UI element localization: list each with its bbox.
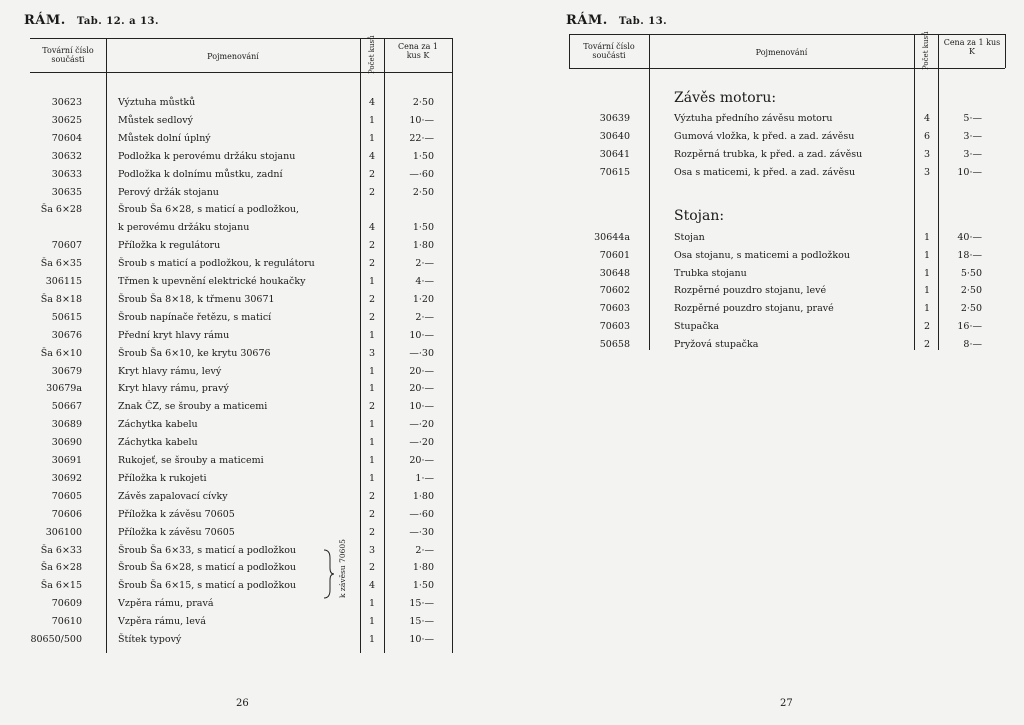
part-price: 1·80 [412, 490, 434, 502]
table-row [0, 291, 512, 308]
part-count: 2 [368, 186, 376, 198]
part-price: —·30 [409, 347, 434, 359]
factory-number: 30639 [599, 113, 630, 124]
part-name: Kryt hlavy rámu, levý [118, 365, 222, 377]
table-row [0, 398, 512, 415]
factory-number: 70610 [51, 616, 82, 628]
table-row [0, 327, 512, 344]
table-row [0, 148, 512, 165]
factory-number: 306115 [45, 276, 82, 287]
part-count: 1 [923, 249, 931, 261]
factory-number: Ša 6×15 [40, 580, 82, 592]
part-name: Stojan [674, 232, 705, 243]
part-count: 1 [368, 472, 376, 484]
part-price: 10·— [409, 329, 434, 341]
part-price: 20·— [409, 383, 434, 395]
brace-icon [322, 548, 336, 600]
part-name: Rozpěrné pouzdro stojanu, levé [674, 285, 827, 297]
part-count: 4 [368, 150, 376, 162]
factory-number: Ša 6×35 [40, 258, 82, 270]
brace-label: k závěsu 70605 [338, 539, 347, 598]
part-price: 2·— [415, 544, 434, 556]
factory-number: 70609 [51, 598, 82, 610]
part-name: Rukojeť, se šrouby a maticemi [118, 455, 264, 466]
part-price: 1·50 [412, 580, 434, 592]
part-count: 1 [923, 303, 931, 315]
factory-number: 70603 [599, 321, 630, 332]
part-count: 2 [368, 490, 376, 502]
table-row [0, 380, 512, 397]
part-name: Výztuha předního závěsu motoru [674, 113, 833, 124]
part-price: 10·— [409, 401, 434, 413]
table-row [0, 506, 512, 523]
part-price: 2·— [415, 311, 434, 323]
part-price: 2·50 [412, 97, 434, 108]
part-count: 2 [368, 526, 376, 538]
table-header-rule [30, 72, 452, 73]
part-price: 2·— [415, 258, 434, 270]
part-price: 8·— [963, 338, 982, 350]
table-row [0, 488, 512, 505]
table-row [0, 201, 512, 218]
part-name: Výztuha můstků [118, 97, 196, 108]
page-number: 27 [780, 698, 793, 709]
part-count: 1 [368, 114, 376, 126]
part-name: Znak ČZ, se šrouby a maticemi [118, 401, 268, 413]
heading-tab: Tab. 13. [618, 16, 668, 27]
factory-number: 30635 [51, 186, 82, 198]
factory-number: 80650/500 [30, 634, 82, 645]
part-count: 2 [368, 401, 376, 413]
part-count: 1 [368, 598, 376, 610]
page-number: 26 [236, 698, 249, 709]
part-count: 1 [923, 267, 931, 279]
part-name: Přední kryt hlavy rámu [118, 329, 230, 341]
factory-number: 30679a [46, 383, 82, 395]
part-price: 1·80 [412, 562, 434, 574]
part-price: 22·— [409, 132, 434, 144]
part-count: 2 [923, 321, 931, 332]
table-row [0, 112, 512, 129]
factory-number: 50667 [51, 401, 82, 413]
part-count: 2 [923, 338, 931, 350]
factory-number: 70602 [599, 285, 630, 297]
table-row [0, 434, 512, 451]
table-row [512, 146, 1024, 163]
table-row [0, 470, 512, 487]
part-price: 15·— [409, 598, 434, 610]
part-name: Štítek typový [118, 634, 182, 645]
factory-number: 30648 [599, 267, 630, 279]
section-title-engine-mount: Závěs motoru: [674, 90, 777, 106]
part-count: 1 [368, 419, 376, 431]
part-name: Trubka stojanu [674, 267, 747, 279]
part-price: —·60 [409, 508, 434, 520]
part-name: Osa stojanu, s maticemi a podložkou [674, 249, 851, 261]
table-row [0, 94, 512, 111]
heading-title: RÁM. [566, 13, 608, 28]
part-name: Rozpěrné pouzdro stojanu, pravé [674, 303, 834, 315]
factory-number: 70607 [51, 240, 82, 252]
part-price: —·20 [409, 437, 434, 449]
table-row [512, 247, 1024, 264]
factory-number: 30633 [51, 168, 82, 180]
part-name: Vzpěra rámu, levá [118, 616, 206, 628]
part-name: Záchytka kabelu [118, 437, 198, 449]
part-price: 5·50 [960, 267, 982, 279]
part-name: Kryt hlavy rámu, pravý [118, 383, 229, 395]
table-row [0, 345, 512, 362]
factory-number: 30641 [599, 149, 630, 160]
part-name: Příložka k regulátoru [118, 240, 221, 252]
table-row [0, 237, 512, 254]
part-count: 2 [368, 508, 376, 520]
part-name: Šroub Ša 6×28, s maticí a podložkou, [118, 204, 300, 216]
table-row [0, 255, 512, 272]
table-row [512, 318, 1024, 335]
right-page [512, 0, 1024, 725]
page-heading [24, 13, 159, 28]
part-price: —·30 [409, 526, 434, 538]
factory-number: Ša 6×28 [40, 562, 82, 574]
part-name: Perový držák stojanu [118, 186, 219, 198]
part-price: 2·50 [960, 303, 982, 315]
part-name: Vzpěra rámu, pravá [118, 598, 214, 610]
header-price: Cena za 1 kus K [398, 42, 438, 60]
part-name: Stupačka [674, 321, 719, 332]
factory-number: Ša 6×33 [40, 544, 82, 556]
part-count: 1 [368, 437, 376, 449]
part-name: Rozpěrná trubka, k před. a zad. závěsu [674, 149, 863, 160]
factory-number: 70604 [51, 132, 82, 144]
factory-number: 30623 [51, 97, 82, 108]
part-name: Šroub Ša 6×10, ke krytu 30676 [118, 347, 271, 359]
part-count: 1 [923, 285, 931, 297]
table-row [0, 631, 512, 648]
table-row [0, 559, 512, 576]
part-price: 18·— [957, 249, 982, 261]
part-name: Šroub Ša 6×15, s maticí a podložkou [118, 580, 297, 592]
part-name: Záchytka kabelu [118, 419, 198, 431]
table-row [512, 300, 1024, 317]
part-name: Šroub Ša 6×33, s maticí a podložkou [118, 544, 297, 556]
factory-number: 70606 [51, 508, 82, 520]
table-row [512, 128, 1024, 145]
header-factory-no: Tovární číslo součásti [42, 46, 94, 64]
table-row [0, 542, 512, 559]
part-count: 6 [923, 131, 931, 142]
part-name: Třmen k upevnění elektrické houkačky [118, 276, 306, 287]
part-price: 10·— [957, 167, 982, 178]
table-row [0, 184, 512, 201]
part-price: —·60 [409, 168, 434, 180]
header-count: Počet kusů [368, 35, 376, 74]
factory-number: 30644a [594, 232, 630, 243]
part-name: Podložka k perovému držáku stojanu [118, 150, 296, 162]
part-count: 3 [923, 167, 931, 178]
part-count: 1 [368, 365, 376, 377]
table-row [512, 164, 1024, 181]
part-name: Příložka k rukojeti [118, 472, 207, 484]
col-divider-4 [1005, 34, 1006, 68]
part-name: Šroub Ša 6×28, s maticí a podložkou [118, 562, 297, 574]
part-price: 20·— [409, 455, 434, 466]
part-name: Šroub s maticí a podložkou, k regulátoru [118, 258, 315, 270]
part-price: 2·50 [960, 285, 982, 297]
part-count: 3 [368, 347, 376, 359]
table-row [0, 595, 512, 612]
part-price: 3·— [963, 131, 982, 142]
header-name: Pojmenování [207, 52, 259, 61]
factory-number: 30692 [51, 472, 82, 484]
part-name: Závěs zapalovací cívky [118, 490, 228, 502]
header-factory-no: Tovární číslo součásti [583, 42, 635, 60]
part-name: Podložka k dolnímu můstku, zadní [118, 168, 283, 180]
table-row [512, 282, 1024, 299]
table-row [0, 309, 512, 326]
part-name: Můstek dolní úplný [118, 132, 211, 144]
factory-number: 70615 [599, 167, 630, 178]
factory-number: 30640 [599, 131, 630, 142]
factory-number: 30625 [51, 114, 82, 126]
table-row [0, 613, 512, 630]
factory-number: Ša 8×18 [40, 293, 82, 305]
part-price: 4·— [415, 276, 434, 287]
part-price: 5·— [963, 113, 982, 124]
table-row [512, 265, 1024, 282]
factory-number: 306100 [45, 526, 82, 538]
part-price: 20·— [409, 365, 434, 377]
part-count: 1 [368, 383, 376, 395]
col-divider-0 [569, 34, 570, 68]
factory-number: 70605 [51, 490, 82, 502]
part-name: Osa s maticemi, k před. a zad. závěsu [674, 167, 856, 178]
part-name: k perovému držáku stojanu [118, 222, 250, 234]
part-price: 1·20 [412, 293, 434, 305]
part-price: 16·— [957, 321, 982, 332]
heading-tab: Tab. 12. a 13. [76, 16, 159, 27]
part-count: 3 [923, 149, 931, 160]
part-price: 3·— [963, 149, 982, 160]
part-count: 2 [368, 258, 376, 270]
header-price: Cena za 1 kus K [943, 38, 1001, 56]
part-price: 2·50 [412, 186, 434, 198]
part-count: 2 [368, 562, 376, 574]
factory-number: 30690 [51, 437, 82, 449]
part-count: 1 [368, 132, 376, 144]
part-name: Příložka k závěsu 70605 [118, 508, 235, 520]
part-count: 2 [368, 293, 376, 305]
part-name: Gumová vložka, k před. a zad. závěsu [674, 131, 855, 142]
part-price: 10·— [409, 114, 434, 126]
table-row [0, 524, 512, 541]
heading-title: RÁM. [24, 13, 66, 28]
factory-number: 70601 [599, 249, 630, 261]
table-row [512, 229, 1024, 246]
factory-number: 30691 [51, 455, 82, 466]
table-row [0, 130, 512, 147]
part-count: 2 [368, 168, 376, 180]
part-count: 4 [368, 222, 376, 234]
factory-number: 50658 [599, 338, 630, 350]
part-price: 1·50 [412, 150, 434, 162]
factory-number: Ša 6×28 [40, 204, 82, 216]
part-price: 1·80 [412, 240, 434, 252]
part-count: 1 [923, 232, 931, 243]
factory-number: 30632 [51, 150, 82, 162]
part-price: 10·— [409, 634, 434, 645]
part-name: Můstek sedlový [118, 114, 194, 126]
table-row [0, 166, 512, 183]
table-row [0, 452, 512, 469]
part-price: —·20 [409, 419, 434, 431]
factory-number: Ša 6×10 [40, 347, 82, 359]
table-row [512, 110, 1024, 127]
header-count: Počet kusů [922, 31, 930, 70]
table-row [0, 273, 512, 290]
factory-number: 30679 [51, 365, 82, 377]
part-name: Šroub napínače řetězu, s maticí [118, 311, 272, 323]
part-count: 3 [368, 544, 376, 556]
header-name: Pojmenování [755, 48, 808, 57]
part-count: 4 [923, 113, 931, 124]
factory-number: 30689 [51, 419, 82, 431]
part-count: 1 [368, 455, 376, 466]
factory-number: 70603 [599, 303, 630, 315]
factory-number: 50615 [51, 311, 82, 323]
section-title-stand: Stojan: [674, 208, 725, 224]
table-row [0, 577, 512, 594]
part-name: Pryžová stupačka [674, 338, 759, 350]
part-count: 1 [368, 634, 376, 645]
part-count: 1 [368, 276, 376, 287]
part-price: 1·50 [412, 222, 434, 234]
table-top-rule [30, 38, 452, 39]
page-heading [566, 13, 667, 28]
table-row [0, 219, 512, 236]
part-name: Šroub Ša 8×18, k třmenu 30671 [118, 293, 275, 305]
part-count: 2 [368, 240, 376, 252]
part-price: 1·— [415, 472, 434, 484]
table-row [0, 416, 512, 433]
part-count: 2 [368, 311, 376, 323]
factory-number: 30676 [51, 329, 82, 341]
part-count: 1 [368, 329, 376, 341]
part-count: 4 [368, 580, 376, 592]
table-row [512, 336, 1024, 353]
table-row [0, 363, 512, 380]
part-price: 15·— [409, 616, 434, 628]
part-count: 1 [368, 616, 376, 628]
part-count: 4 [368, 97, 376, 108]
part-price: 40·— [957, 232, 982, 243]
table-header-rule [569, 68, 1005, 69]
table-top-rule [569, 34, 1005, 35]
part-name: Příložka k závěsu 70605 [118, 526, 235, 538]
